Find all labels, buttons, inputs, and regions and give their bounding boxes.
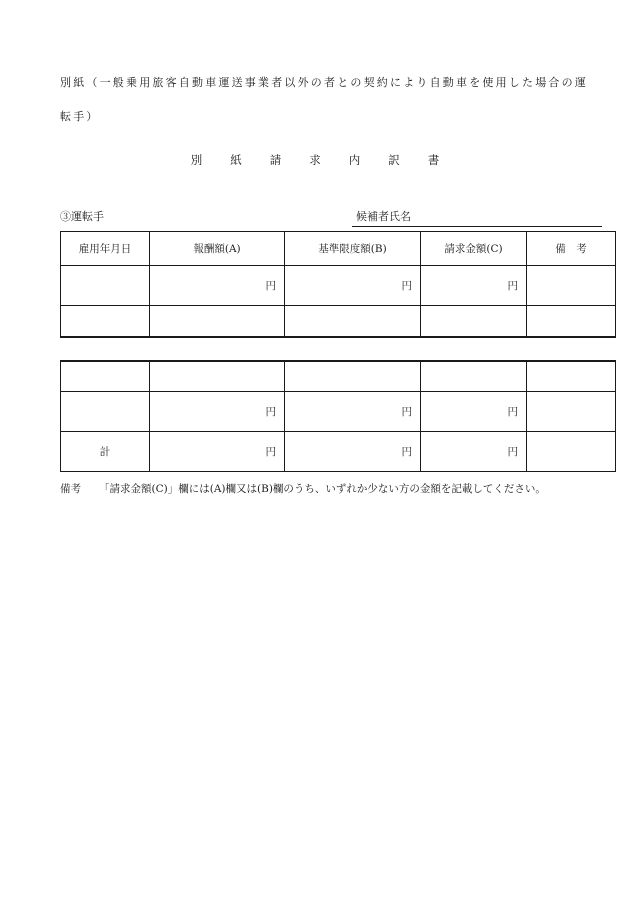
remuneration-cell[interactable]: [150, 391, 285, 431]
title-char: 紙: [230, 153, 242, 167]
candidate-name-field[interactable]: [352, 208, 602, 227]
candidate-name-label: 候補者氏名: [356, 210, 411, 223]
annex-heading-line-1: 別紙（一般乗用旅客自動車運送事業者以外の者との契約により自動車を使用した場合の運: [60, 76, 588, 89]
standard-limit-cell[interactable]: [285, 391, 421, 431]
total-standard-limit-cell[interactable]: [285, 431, 421, 471]
standard-limit-cell[interactable]: [285, 266, 421, 306]
yen-unit: 円: [265, 405, 276, 418]
total-row: [61, 431, 616, 471]
remarks-note: [60, 481, 620, 496]
header-claim-amount: 請求金額(C): [421, 232, 527, 266]
claim-table-bottom: [60, 360, 616, 472]
header-remuneration: 報酬額(A): [150, 232, 285, 266]
remarks-cell[interactable]: [527, 361, 616, 391]
title-char: 請: [269, 153, 282, 167]
annex-heading-line-2: 転手）: [60, 110, 100, 123]
employment-date-cell[interactable]: [61, 306, 150, 337]
document-title: [0, 152, 630, 168]
employment-date-cell[interactable]: [61, 361, 150, 391]
yen-unit: 円: [507, 445, 518, 458]
driver-section-label: ③運転手: [60, 210, 104, 223]
claim-amount-cell[interactable]: [421, 361, 527, 391]
header-employment-date: 雇用年月日: [61, 232, 150, 266]
remarks-cell[interactable]: [527, 391, 616, 431]
title-char: 内: [348, 153, 361, 167]
table-row: [61, 306, 616, 337]
title-char: 書: [427, 153, 440, 167]
annex-heading: [60, 66, 600, 134]
total-label: 計: [61, 431, 150, 471]
standard-limit-cell[interactable]: [285, 361, 421, 391]
table-header-row: [61, 232, 616, 266]
total-remuneration-cell[interactable]: [150, 431, 285, 471]
table-row: [61, 361, 616, 391]
yen-unit: 円: [507, 280, 518, 292]
employment-date-cell[interactable]: [61, 391, 150, 431]
total-remarks-cell[interactable]: [527, 431, 616, 471]
title-char: 求: [309, 153, 321, 167]
claim-amount-cell[interactable]: [421, 266, 527, 306]
note-label: 備考: [60, 483, 81, 495]
standard-limit-cell[interactable]: [285, 306, 421, 337]
claim-amount-cell[interactable]: [421, 306, 527, 337]
title-char: 訳: [388, 153, 400, 167]
remuneration-cell[interactable]: [150, 306, 285, 337]
remarks-cell[interactable]: [527, 306, 616, 337]
yen-unit: 円: [401, 280, 412, 292]
table-row: [61, 391, 616, 431]
remuneration-cell[interactable]: [150, 361, 285, 391]
employment-date-cell[interactable]: [61, 266, 150, 306]
yen-unit: 円: [401, 405, 412, 418]
yen-unit: 円: [265, 280, 276, 292]
yen-unit: 円: [265, 445, 276, 458]
yen-unit: 円: [401, 445, 412, 458]
remarks-cell[interactable]: [527, 266, 616, 306]
title-char: 別: [190, 153, 203, 167]
header-standard-limit: 基準限度額(B): [285, 232, 421, 266]
claim-table-top: [60, 231, 616, 338]
total-claim-amount-cell[interactable]: [421, 431, 527, 471]
claim-amount-cell[interactable]: [421, 391, 527, 431]
yen-unit: 円: [507, 405, 518, 418]
remuneration-cell[interactable]: [150, 266, 285, 306]
table-row: [61, 266, 616, 306]
note-text: 「請求金額(C)」欄には(A)欄又は(B)欄のうち、いずれか少ない方の金額を記載してください。: [99, 483, 546, 495]
header-remarks: 備 考: [527, 232, 616, 266]
